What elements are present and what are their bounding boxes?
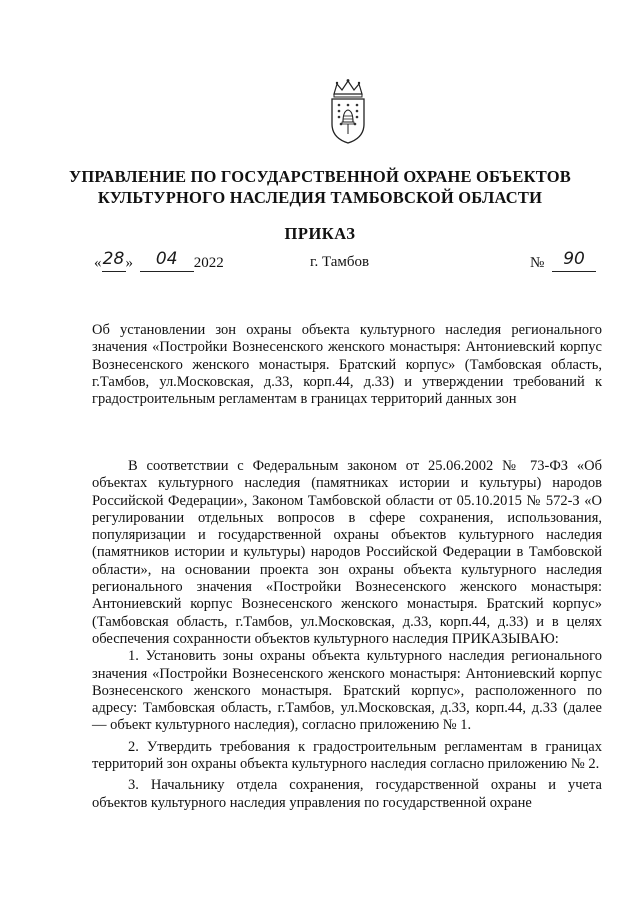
date-year: 2022 bbox=[193, 255, 224, 271]
date-close-quote: » bbox=[125, 255, 133, 271]
order-title: Об установлении зон охраны объекта культурного наследия регионального значения «Постройки Вознесенского женского монастыря: Антониевский корпус Вознесенского женского монастыря. Братский корпус» (Тамбовская область, г.Тамбов, ул.Московская, д.33, корп.44, д.33) и утверждении требований к градостроительным регламентам в границах территорий данных зон bbox=[92, 322, 602, 408]
document-number bbox=[530, 249, 596, 272]
coat-of-arms-emblem bbox=[328, 78, 368, 146]
document-city: г. Тамбов bbox=[310, 254, 370, 270]
organization-name-line-1: УПРАВЛЕНИЕ ПО ГОСУДАРСТВЕННОЙ ОХРАНЕ ОБЪЕКТОВ bbox=[69, 167, 571, 186]
date-open-quote: « bbox=[94, 255, 102, 271]
date-month-field bbox=[140, 249, 194, 272]
number-label: № bbox=[530, 255, 545, 271]
order-item-1: 1. Установить зоны охраны объекта культурного наследия регионального значения «Постройки Вознесенского женского монастыря: Антониевский корпус Вознесенского женского монастыря. Братский корпус», расположенного по адресу: Тамбовская область, г.Тамбов, ул.Московская, д.33, корп.44, д.33 (далее — объект культурного наследия), согласно приложению № 1. bbox=[92, 648, 602, 734]
order-preamble: В соответствии с Федеральным законом от 25.06.2002 № 73-ФЗ «Об объектах культурного наследия (памятниках истории и культуры) народов Российской Федерации», Законом Тамбовской области от 05.10.2015 № 572-З «О регулировании отдельных вопросов в сфере сохранения, использования, популяризации и государственной охраны объектов культурного наследия (памятников истории и культуры) народов Российской Федерации в Тамбовской области», на основании проекта зон охраны объекта культурного наследия регионального значения «Постройки Вознесенского женского монастыря: Антониевский корпус Вознесенского женского монастыря. Братский корпус» (Тамбовская область, г.Тамбов, ул.Московская, д.33, корп.44, д.33) и в целях обеспечения сохранности объектов культурного наследия ПРИКАЗЫВАЮ: bbox=[92, 458, 602, 647]
document-meta-row bbox=[94, 249, 604, 278]
date-month-value: 04 bbox=[155, 249, 178, 269]
order-body bbox=[92, 458, 602, 812]
organization-header bbox=[60, 166, 580, 208]
document-type: ПРИКАЗ bbox=[284, 224, 356, 243]
order-item-3: 3. Начальнику отдела сохранения, государственной охраны и учета объектов культурного наследия управления по государственной охране bbox=[92, 777, 602, 811]
document-date bbox=[94, 249, 224, 272]
organization-name-line-2: КУЛЬТУРНОГО НАСЛЕДИЯ ТАМБОВСКОЙ ОБЛАСТИ bbox=[97, 188, 543, 207]
date-day-value: 28 bbox=[102, 249, 125, 269]
date-day-field bbox=[102, 249, 126, 272]
number-field bbox=[552, 249, 596, 272]
order-item-2: 2. Утвердить требования к градостроительным регламентам в границах территорий зон охраны объекта культурного наследия согласно приложению № 2. bbox=[92, 738, 602, 773]
number-value: 90 bbox=[563, 249, 585, 269]
